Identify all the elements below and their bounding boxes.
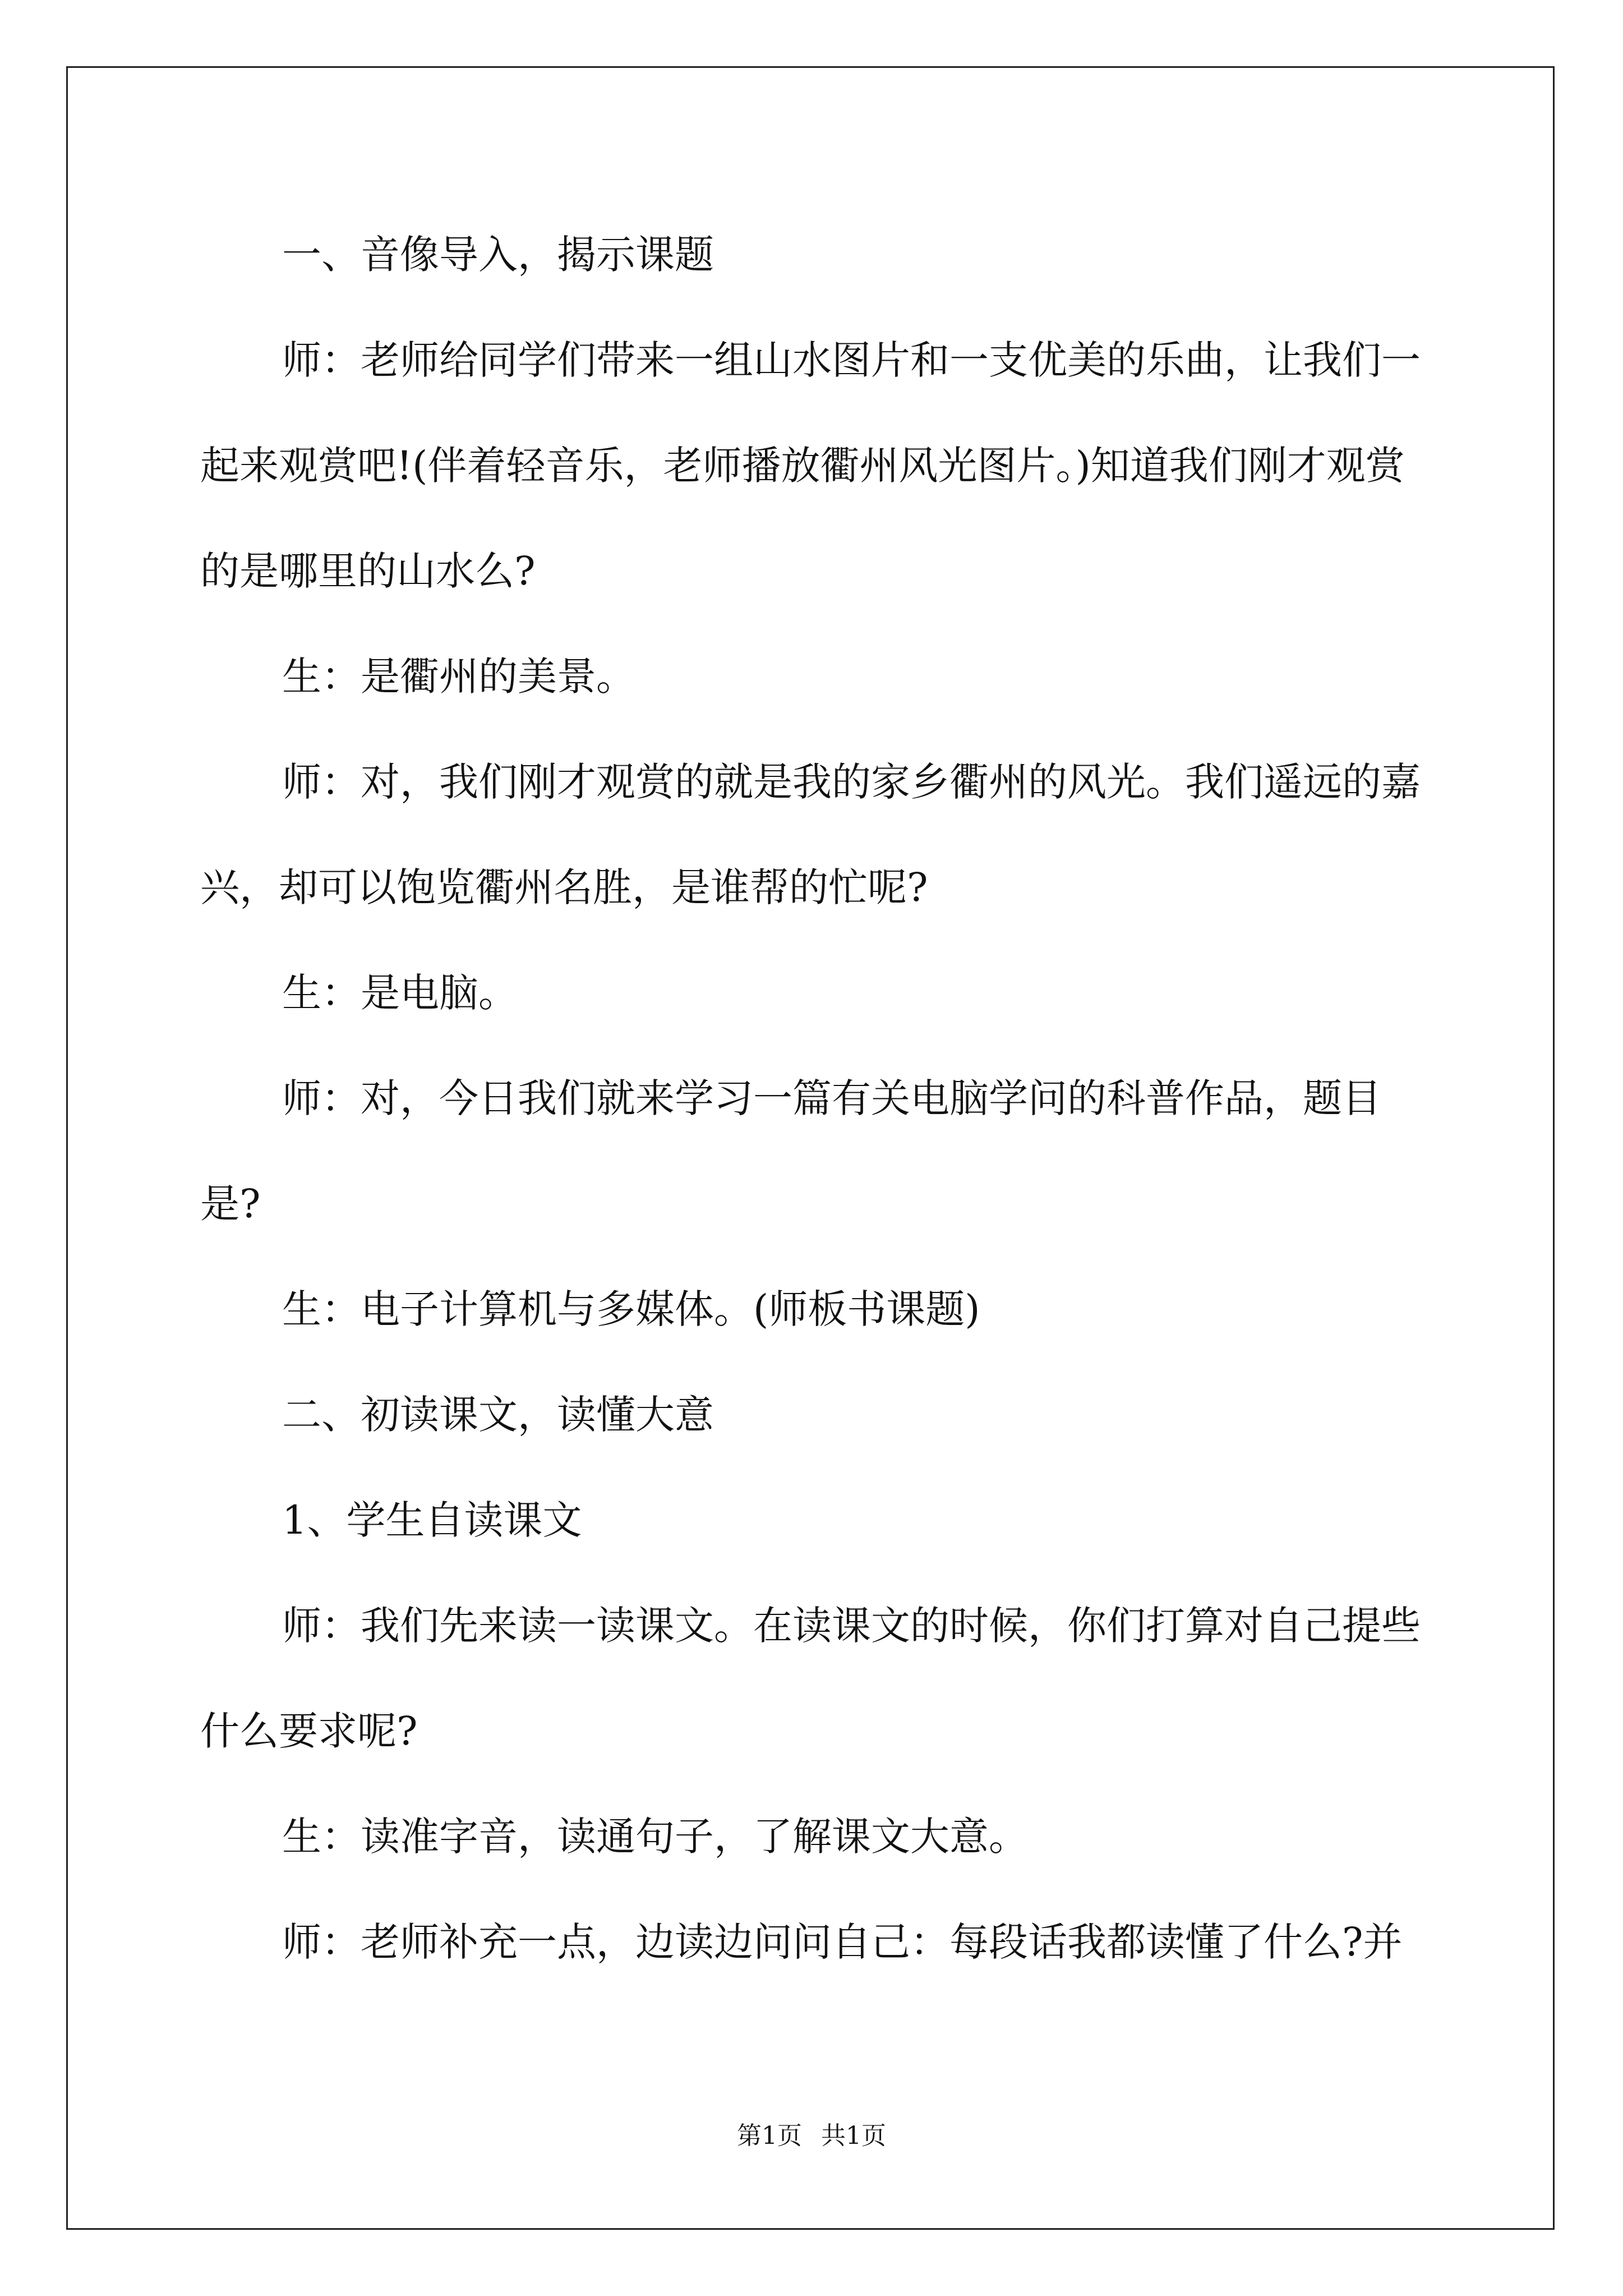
paragraph-student-answer-1: 生：是衢州的美景。 — [282, 654, 635, 700]
page-total: 共1页 — [821, 2122, 886, 2150]
heading-section-2: 二、初读课文，读懂大意 — [282, 1392, 714, 1438]
paragraph-student-answer-3: 生：电子计算机与多媒体。(师板书课题) — [282, 1286, 980, 1332]
paragraph-teacher-question: 师：对，我们刚才观赏的就是我的家乡衢州的风光。我们遥远的嘉兴，却可以饱览衢州名胜，是谁帮的忙呢? — [200, 759, 1421, 910]
paragraph-teacher-intro: 师：老师给同学们带来一组山水图片和一支优美的乐曲，让我们一起来观赏吧!(伴着轻音乐，老师播放衢州风光图片。)知道我们刚才观赏的是哪里的山水么? — [200, 337, 1421, 594]
document-body — [200, 202, 1434, 1995]
heading-subsection-1: 1、学生自读课文 — [282, 1497, 582, 1543]
paragraph-teacher-topic: 师：对，今日我们就来学习一篇有关电脑学问的科普作品，题目是? — [200, 1075, 1381, 1227]
paragraph-student-answer-4: 生：读准字音，读通句子，了解课文大意。 — [282, 1814, 1028, 1860]
paragraph-teacher-supplement: 师：老师补充一点，边读边问问自己：每段话我都读懂了什么?并 — [282, 1919, 1403, 1965]
page-number: 第1页 — [737, 2122, 802, 2150]
heading-section-1: 一、音像导入，揭示课题 — [282, 232, 714, 278]
page-footer — [0, 2119, 1623, 2153]
paragraph-teacher-reading: 师：我们先来读一读课文。在读课文的时候，你们打算对自己提些什么要求呢? — [200, 1603, 1421, 1754]
paragraph-student-answer-2: 生：是电脑。 — [282, 970, 518, 1016]
